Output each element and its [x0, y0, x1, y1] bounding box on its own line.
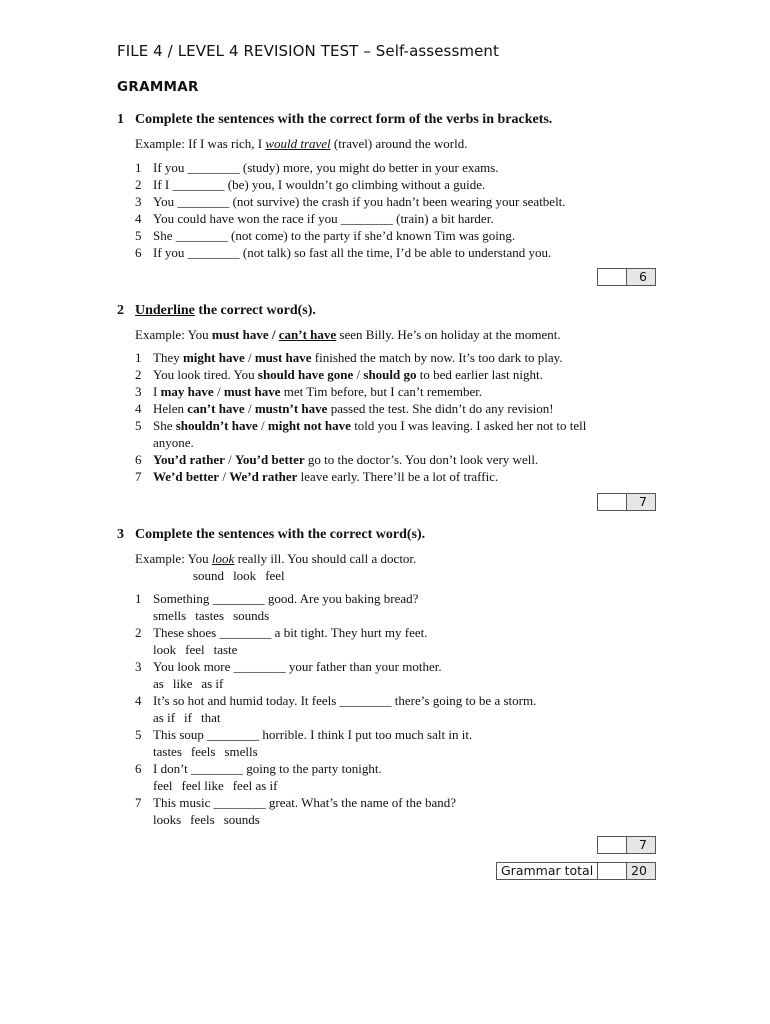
- item-separator: /: [224, 452, 235, 467]
- option: feel: [265, 568, 285, 583]
- score-entry[interactable]: [598, 837, 627, 853]
- option: tastes: [195, 608, 225, 623]
- item-options: [153, 710, 229, 726]
- example-text: seen Billy. He’s on holiday at the moment.: [336, 327, 561, 342]
- item-number: 1: [135, 350, 142, 365]
- question-3-example-options: [193, 568, 294, 584]
- score-max: 6: [627, 269, 655, 285]
- item-text: finished the match by now. It’s too dark to play.: [311, 350, 563, 365]
- item-number: 6: [135, 452, 142, 467]
- item-text: Helen: [153, 401, 188, 416]
- item-option-b: should go: [363, 367, 417, 382]
- item-text: met Tim before, but I can’t remember.: [280, 384, 483, 399]
- item-separator: /: [213, 384, 224, 399]
- option: smells: [224, 744, 258, 759]
- page-title: FILE 4 / LEVEL 4 REVISION TEST – Self-assessment: [117, 42, 499, 60]
- item-text: to bed earlier last night.: [416, 367, 543, 382]
- example-answer: can’t have: [278, 327, 337, 342]
- score-max: 7: [627, 837, 655, 853]
- item-options: [153, 812, 269, 828]
- item-number: 1: [135, 160, 142, 175]
- item-number: 1: [135, 591, 142, 606]
- item-number: 3: [135, 194, 142, 209]
- item-number: 2: [135, 625, 142, 640]
- item-sentence: You could have won the race if you ________ (train) a bit harder.: [153, 211, 494, 226]
- question-instruction-underlined: Underline: [135, 303, 195, 318]
- example-separator: /: [268, 327, 279, 342]
- example-answer: would travel: [265, 136, 331, 151]
- item-number: 4: [135, 401, 142, 416]
- question-number: 2: [117, 303, 124, 318]
- option: as: [153, 676, 164, 691]
- example-text: Example: You: [135, 327, 212, 342]
- question-instruction: Complete the sentences with the correct word(s).: [135, 527, 426, 542]
- item-text: I: [153, 384, 161, 399]
- grammar-total-label: Grammar total: [497, 863, 598, 879]
- option: feels: [190, 812, 215, 827]
- item-number: 5: [135, 727, 142, 742]
- score-entry[interactable]: [598, 269, 627, 285]
- item-sentence: I don’t ________ going to the party tonight.: [153, 761, 382, 776]
- item-sentence: [153, 469, 498, 485]
- question-3-example: [135, 551, 416, 567]
- item-sentence: You look more ________ your father than your mother.: [153, 659, 442, 674]
- item-option-a: shouldn’t have: [175, 418, 258, 433]
- score-max: 7: [627, 494, 655, 510]
- item-options: [153, 744, 267, 760]
- item-option-a: You’d rather: [153, 452, 225, 467]
- item-text: She: [153, 418, 176, 433]
- score-entry[interactable]: [598, 494, 627, 510]
- option: like: [172, 676, 193, 691]
- item-separator: /: [353, 367, 364, 382]
- item-number: 4: [135, 211, 142, 226]
- question-1-example: [135, 136, 467, 152]
- section-heading: GRAMMAR: [117, 79, 199, 95]
- question-1-score-box: [597, 268, 656, 286]
- option: taste: [213, 642, 238, 657]
- item-option-a: should have gone: [257, 367, 354, 382]
- item-sentence: If I ________ (be) you, I wouldn’t go climbing without a guide.: [153, 177, 486, 192]
- item-text: You look tired. You: [153, 367, 258, 382]
- item-options: [153, 778, 286, 794]
- item-option-a: We’d better: [153, 469, 220, 484]
- option: tastes: [153, 744, 182, 759]
- item-number: 2: [135, 177, 142, 192]
- item-number: 7: [135, 469, 142, 484]
- option: look: [153, 642, 177, 657]
- item-number: 3: [135, 384, 142, 399]
- item-sentence: [153, 401, 554, 417]
- item-option-a: may have: [160, 384, 214, 399]
- item-number: 4: [135, 693, 142, 708]
- item-text: passed the test. She didn’t do any revision!: [327, 401, 554, 416]
- question-number: 1: [117, 112, 124, 127]
- item-text: go to the doctor’s. You don’t look very well.: [304, 452, 539, 467]
- item-separator: /: [257, 418, 268, 433]
- question-2-score-box: [597, 493, 656, 511]
- option: looks: [153, 812, 182, 827]
- item-separator: /: [244, 401, 255, 416]
- item-option-b: might not have: [267, 418, 351, 433]
- item-option-b: mustn’t have: [254, 401, 328, 416]
- option: feel: [185, 642, 205, 657]
- option: smells: [153, 608, 187, 623]
- option: feel: [153, 778, 173, 793]
- option: sounds: [223, 812, 260, 827]
- option: feel as if: [232, 778, 278, 793]
- question-number: 3: [117, 527, 124, 542]
- item-text: told you I was leaving. I asked her not to tell: [350, 418, 587, 433]
- item-sentence: These shoes ________ a bit tight. They hurt my feet.: [153, 625, 428, 640]
- option: as if: [153, 710, 176, 725]
- item-option-b: You’d better: [234, 452, 305, 467]
- item-options: [153, 608, 278, 624]
- item-sentence: Something ________ good. Are you baking bread?: [153, 591, 419, 606]
- item-text: They: [153, 350, 183, 365]
- example-option: must have: [211, 327, 269, 342]
- question-instruction: Complete the sentences with the correct form of the verbs in brackets.: [135, 112, 553, 127]
- item-sentence: This soup ________ horrible. I think I put too much salt in it.: [153, 727, 473, 742]
- item-number: 3: [135, 659, 142, 674]
- example-text: Example: You: [135, 551, 212, 566]
- item-sentence: [153, 350, 563, 366]
- question-1-title: [117, 112, 552, 128]
- example-answer: look: [211, 551, 235, 566]
- item-option-a: might have: [182, 350, 245, 365]
- question-2-example: [135, 327, 561, 343]
- item-sentence: [153, 418, 586, 434]
- option: feels: [190, 744, 216, 759]
- item-sentence: [153, 367, 543, 383]
- example-text: really ill. You should call a doctor.: [234, 551, 417, 566]
- item-options: [153, 676, 232, 692]
- item-option-b: We’d rather: [229, 469, 298, 484]
- option: that: [200, 710, 221, 725]
- question-2-title: [117, 303, 316, 319]
- option: look: [233, 568, 257, 583]
- option: feel like: [181, 778, 224, 793]
- item-number: 7: [135, 795, 142, 810]
- grammar-total-box: [496, 862, 656, 880]
- item-sentence: She ________ (not come) to the party if she’d known Tim was going.: [153, 228, 516, 243]
- question-3-title: [117, 527, 425, 543]
- item-separator: /: [244, 350, 255, 365]
- item-sentence: It’s so hot and humid today. It feels ________ there’s going to be a storm.: [153, 693, 537, 708]
- grammar-total-entry[interactable]: [598, 863, 627, 879]
- item-number: 6: [135, 761, 142, 776]
- item-options: [153, 642, 246, 658]
- option: sounds: [233, 608, 270, 623]
- item-number: 5: [135, 228, 142, 243]
- grammar-total-value: 20: [627, 863, 655, 879]
- option: if: [184, 710, 192, 725]
- item-sentence: You ________ (not survive) the crash if you hadn’t been wearing your seatbelt.: [153, 194, 566, 209]
- item-option-a: can’t have: [187, 401, 245, 416]
- item-sentence: [153, 384, 482, 400]
- item-number: 5: [135, 418, 142, 433]
- item-number: 2: [135, 367, 142, 382]
- item-sentence: If you ________ (study) more, you might do better in your exams.: [153, 160, 499, 175]
- item-text: leave early. There’ll be a lot of traffic.: [297, 469, 499, 484]
- item-option-b: must have: [254, 350, 312, 365]
- option: as if: [201, 676, 224, 691]
- example-text: (travel) around the world.: [330, 136, 468, 151]
- option: sound: [193, 568, 225, 583]
- question-instruction: the correct word(s).: [194, 303, 316, 318]
- question-3-score-box: [597, 836, 656, 854]
- item-sentence: This music ________ great. What’s the name of the band?: [153, 795, 457, 810]
- item-sentence-continued: anyone.: [153, 435, 194, 450]
- item-sentence: [153, 452, 538, 468]
- item-number: 6: [135, 245, 142, 260]
- example-text: Example: If I was rich, I: [135, 136, 266, 151]
- item-option-b: must have: [223, 384, 281, 399]
- item-sentence: If you ________ (not talk) so fast all the time, I’d be able to understand you.: [153, 245, 552, 260]
- item-separator: /: [219, 469, 230, 484]
